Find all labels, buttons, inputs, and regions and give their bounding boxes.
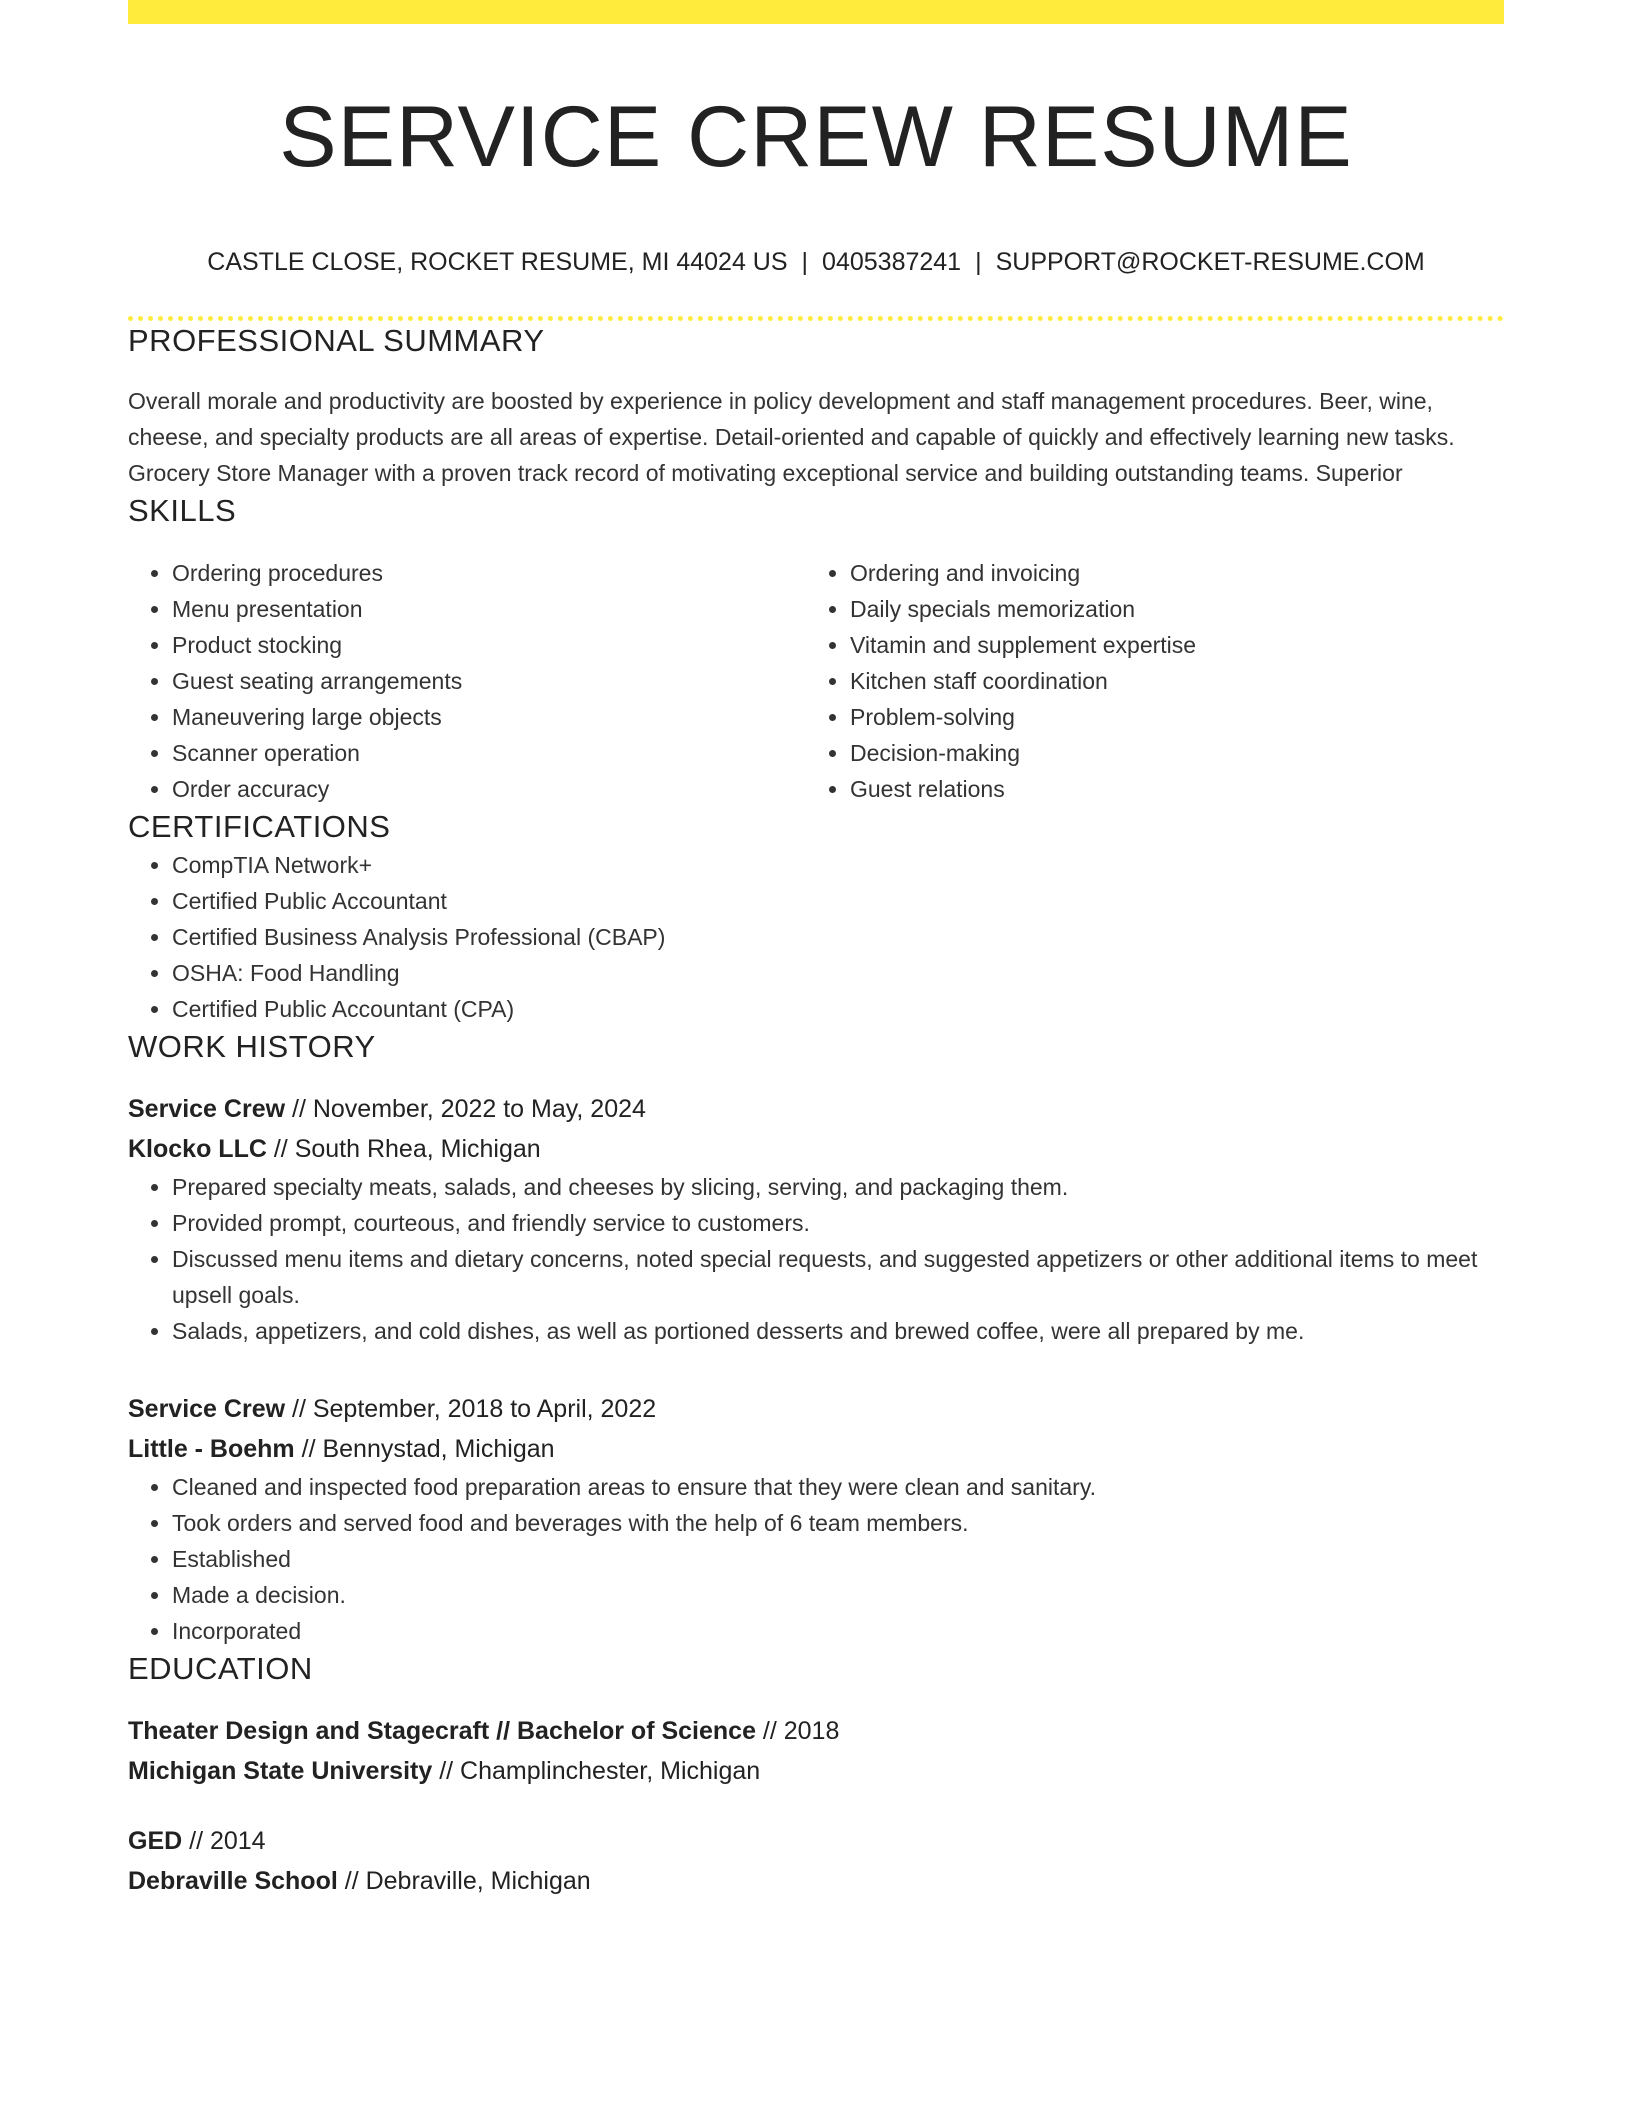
skill-item: • Guest relations bbox=[850, 771, 1484, 807]
job-company: Little - Boehm bbox=[128, 1435, 295, 1463]
education-school-line bbox=[128, 1861, 1504, 1901]
education-degree-line bbox=[128, 1711, 1504, 1751]
skill-item: • Menu presentation bbox=[172, 591, 806, 627]
education-school: Debraville School bbox=[128, 1867, 338, 1895]
contact-separator: | bbox=[801, 248, 809, 276]
job-bullet: • Incorporated bbox=[172, 1613, 1504, 1649]
education-location: // Champlinchester, Michigan bbox=[432, 1757, 761, 1785]
education-entry bbox=[128, 1821, 1504, 1901]
job-location: // Bennystad, Michigan bbox=[294, 1435, 555, 1463]
skill-item: • Problem-solving bbox=[850, 699, 1484, 735]
job-bullet: • Salads, appetizers, and cold dishes, as well as portioned desserts and brewed coffee, were all prepared by me. bbox=[172, 1313, 1504, 1349]
job-entry bbox=[128, 1089, 1504, 1349]
job-dates: // November, 2022 to May, 2024 bbox=[285, 1095, 646, 1123]
job-company-line bbox=[128, 1129, 1504, 1169]
education-entry bbox=[128, 1711, 1504, 1791]
contact-separator: | bbox=[975, 248, 982, 276]
skills-column-left bbox=[128, 555, 806, 807]
job-role-line bbox=[128, 1389, 1504, 1429]
certification-item: • Certified Public Accountant bbox=[172, 883, 1504, 919]
education-year: // 2018 bbox=[755, 1717, 840, 1745]
summary-heading: PROFESSIONAL SUMMARY bbox=[128, 323, 545, 358]
skills-heading: SKILLS bbox=[128, 493, 237, 528]
skill-item: • Kitchen staff coordination bbox=[850, 663, 1484, 699]
education-school-line bbox=[128, 1751, 1504, 1791]
certification-item: • Certified Public Accountant (CPA) bbox=[172, 991, 1504, 1027]
skills-list-right bbox=[806, 555, 1484, 807]
job-bullet: • Provided prompt, courteous, and friendly service to customers. bbox=[172, 1205, 1504, 1241]
certification-item: • OSHA: Food Handling bbox=[172, 955, 1504, 991]
accent-top-bar bbox=[128, 0, 1504, 24]
skill-item: • Daily specials memorization bbox=[850, 591, 1484, 627]
certification-item: • Certified Business Analysis Professional (CBAP) bbox=[172, 919, 1504, 955]
education-degree-line bbox=[128, 1821, 1504, 1861]
job-role-line bbox=[128, 1089, 1504, 1129]
job-bullet: • Established bbox=[172, 1541, 1504, 1577]
skill-item: • Guest seating arrangements bbox=[172, 663, 806, 699]
skill-item: • Vitamin and supplement expertise bbox=[850, 627, 1484, 663]
contact-line bbox=[128, 246, 1504, 278]
education-degree: GED bbox=[128, 1827, 183, 1855]
skill-item: • Maneuvering large objects bbox=[172, 699, 806, 735]
certifications-list bbox=[128, 847, 1504, 1027]
education-degree: Theater Design and Stagecraft // Bachelor of Science bbox=[128, 1717, 756, 1745]
skills-columns bbox=[128, 555, 1504, 807]
work-history-heading: WORK HISTORY bbox=[128, 1029, 376, 1064]
skill-item: • Order accuracy bbox=[172, 771, 806, 807]
education-year: // 2014 bbox=[182, 1827, 266, 1855]
certification-item: • CompTIA Network+ bbox=[172, 847, 1504, 883]
job-bullet: • Prepared specialty meats, salads, and cheeses by slicing, serving, and packaging them. bbox=[172, 1169, 1504, 1205]
job-company-line bbox=[128, 1429, 1504, 1469]
skill-item: • Ordering procedures bbox=[172, 555, 806, 591]
skill-item: • Decision-making bbox=[850, 735, 1484, 771]
contact-email: SUPPORT@ROCKET-RESUME.COM bbox=[995, 248, 1425, 276]
skill-item: • Product stocking bbox=[172, 627, 806, 663]
job-role: Service Crew bbox=[128, 1395, 286, 1423]
contact-phone: 0405387241 bbox=[822, 248, 962, 276]
education-location: // Debraville, Michigan bbox=[337, 1867, 591, 1895]
job-dates: // September, 2018 to April, 2022 bbox=[285, 1395, 657, 1423]
job-bullet: • Took orders and served food and beverages with the help of 6 team members. bbox=[172, 1505, 1504, 1541]
job-bullets bbox=[128, 1169, 1504, 1349]
job-company: Klocko LLC bbox=[128, 1135, 267, 1163]
education-heading: EDUCATION bbox=[128, 1651, 313, 1686]
education-school: Michigan State University bbox=[128, 1757, 433, 1785]
summary-text: Overall morale and productivity are boosted by experience in policy development and staff management procedures. Beer, wine, cheese, and specialty products are all areas of expertise. Detail-oriented and capable of quickly and effectively learning new tasks. Grocery Store Manager with a proven track record of motivating exceptional service and building outstanding teams. Superior bbox=[128, 388, 1455, 486]
resume-content bbox=[128, 24, 1504, 1901]
contact-address: CASTLE CLOSE, ROCKET RESUME, MI 44024 US bbox=[207, 248, 788, 276]
skill-item: • Ordering and invoicing bbox=[850, 555, 1484, 591]
job-bullet: • Cleaned and inspected food preparation areas to ensure that they were clean and sanitary. bbox=[172, 1469, 1504, 1505]
job-role: Service Crew bbox=[128, 1095, 286, 1123]
certifications-heading: CERTIFICATIONS bbox=[128, 809, 391, 844]
resume-title: SERVICE CREW RESUME bbox=[279, 89, 1353, 185]
skill-item: • Scanner operation bbox=[172, 735, 806, 771]
job-bullet: • Discussed menu items and dietary concerns, noted special requests, and suggested appetizers or other additional items to meet upsell goals. bbox=[172, 1241, 1504, 1313]
skills-column-right bbox=[806, 555, 1484, 807]
skills-list-left bbox=[128, 555, 806, 807]
job-location: // South Rhea, Michigan bbox=[266, 1135, 541, 1163]
job-entry bbox=[128, 1389, 1504, 1649]
job-bullet: • Made a decision. bbox=[172, 1577, 1504, 1613]
job-bullets bbox=[128, 1469, 1504, 1649]
